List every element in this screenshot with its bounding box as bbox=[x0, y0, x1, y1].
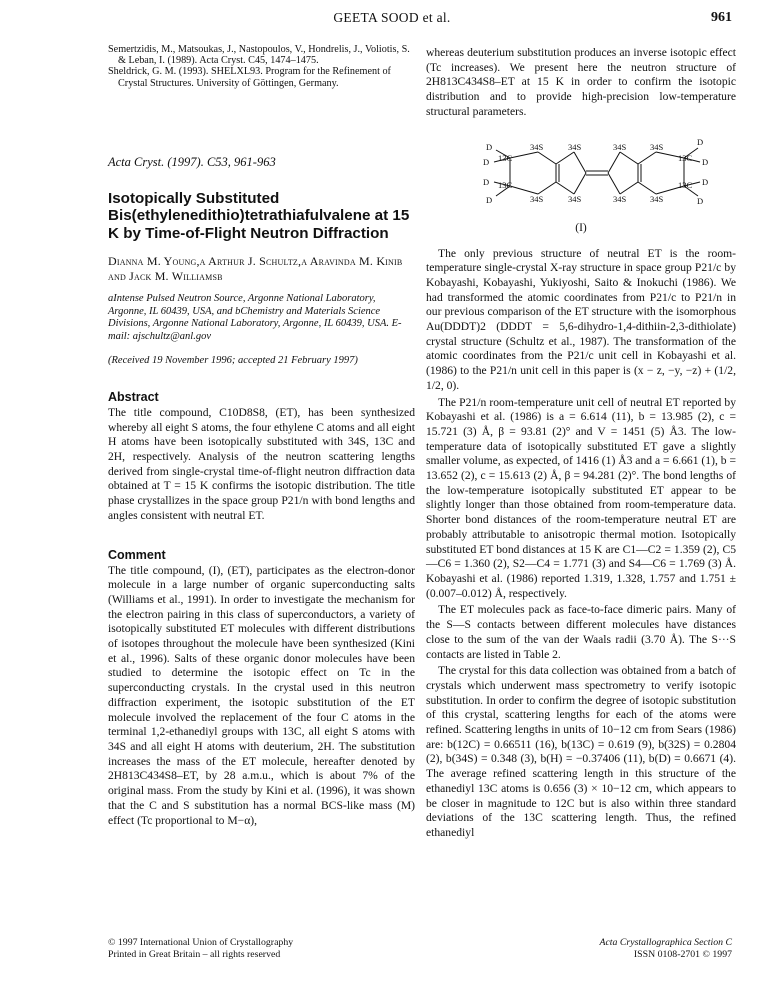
left-column bbox=[108, 44, 415, 828]
copyright-footer bbox=[108, 937, 293, 961]
right-column bbox=[426, 44, 736, 841]
printed-line: Printed in Great Britain – all rights reserved bbox=[108, 949, 281, 960]
page-number: 961 bbox=[711, 10, 732, 25]
atom-label: D bbox=[486, 141, 493, 152]
affiliation: aIntense Pulsed Neutron Source, Argonne National Laboratory, Argonne, IL 60439, USA, and bChemistry and Materials Science Divisions, Argonne National Laboratory, Argonne, IL 60439, USA. E-mail: ajschultz@anl.gov bbox=[108, 293, 402, 342]
running-head: GEETA SOOD et al. bbox=[333, 10, 451, 25]
journal-footer bbox=[599, 937, 732, 961]
atom-label: 13C bbox=[678, 179, 693, 190]
atom-label: 13C bbox=[498, 152, 513, 163]
received-dates: (Received 19 November 1996; accepted 21 February 1997) bbox=[108, 354, 358, 366]
body-paragraph: The ET molecules pack as face-to-face dimeric pairs. Many of the S—S contacts between different molecules have distances close to the sum of the van der Waals radii (3.70 Å). The S···S contacts are listed in Table 2. bbox=[426, 603, 736, 661]
atom-label: D bbox=[697, 136, 704, 147]
atom-label: 34S bbox=[650, 141, 664, 152]
et-molecule-diagram bbox=[426, 130, 736, 222]
atom-label: 13C bbox=[678, 152, 693, 163]
chemical-structure-figure bbox=[426, 130, 736, 245]
abstract-text: The title compound, C10D8S8, (ET), has been synthesized whereby all eight S atoms, the four ethylene C atoms and all eight H atoms have been isotopically substituted with 34S, 13C and 2H, respectively. Analysis of the neutron scattering lengths derived from single-crystal time-of-flight neutron diffraction data obtained at T = 15 K confirms the isotopic distribution. The title phase crystallizes in the space group P21/n with bond lengths and angles consistent with neutral ET. bbox=[108, 405, 415, 522]
atom-label: D bbox=[697, 195, 704, 206]
atom-label: 34S bbox=[613, 193, 627, 204]
comment-heading: Comment bbox=[108, 547, 166, 562]
reference-entry: Semertzidis, M., Matsoukas, J., Nastopoulos, V., Hondrelis, J., Voliotis, S. & Leban, I. (1989). Acta Cryst. C45, 1474–1475. bbox=[108, 44, 410, 67]
atom-label: D bbox=[702, 156, 709, 167]
body-paragraph: The crystal for this data collection was obtained from a batch of crystals which underwent mass spectrometry to verify isotopic substitution. In order to confirm the degree of isotopic substitution of this crystal, scattering lengths for each of the atoms were refined. Scattering lengths in units of 10−12 cm from Sears (1986) are: b(12C) = 0.66511 (16), b(13C) = 0.619 (9), b(32S) = 0.2804 (2), b(34S) = 0.348 (3), b(H) = −0.37406 (11), b(D) = 0.6671 (4). The average refined scattering length in this structure of the ethanediyl 13C atoms is 0.656 (3) × 10−12 cm, which appears to be closer in magnitude to 12C but is also within three standard deviations of the 13C scattering length. Thus, the refined ethanediyl bbox=[426, 664, 736, 839]
atom-label: 34S bbox=[530, 193, 544, 204]
journal-reference: Acta Cryst. (1997). C53, 961-963 bbox=[108, 154, 276, 169]
atom-label: 34S bbox=[568, 141, 582, 152]
article-title: Isotopically Substituted Bis(ethylenedithio)tetrathiafulvalene at 15 K by Time-of-Flight Neutron Diffraction bbox=[108, 189, 410, 242]
copyright-line: © 1997 International Union of Crystallography bbox=[108, 937, 294, 948]
journal-name: Acta Crystallographica Section C bbox=[599, 937, 732, 948]
atom-label: 34S bbox=[650, 193, 664, 204]
body-paragraph: The P21/n room-temperature unit cell of neutral ET reported by Kobayashi et al. (1986) is a = 6.614 (11), b = 13.985 (2), c = 15.721 (3) Å, β = 93.81 (2)° and V = 1451 (5) Å3. The low-temperature data of isotopically substituted ET gave a slightly smaller volume, as expected, of 1416 (1) Å3 and a = 6.661 (1), b = 13.652 (2), c = 15.613 (2) Å, β = 94.281 (2)°. The bond lengths of the low-temperature isotopically substituted ET appear to be slightly longer than those obtained from room-temperature data. Shorter bond distances of the room-temperature neutral ET are probably attributable to anisotropic thermal motion. Isotopically substituted ET bond distances at 15 K are C1—C2 = 1.359 (2), C5—C6 = 1.360 (2), S2—C4 = 1.771 (3) and S4—C6 = 1.769 (3) Å. Kobayashi et al. (1986) reported 1.319, 1.328, 1.757 and 1.751 ± (0.007–0.012) Å, respectively. bbox=[426, 395, 736, 600]
body-paragraph: The only previous structure of neutral ET is the room-temperature single-crystal X-ray structure in space group P21/c by Kobayashi, Kobayashi, Yukiyoshi, Saito & Inokuchi (1986). We had transformed the atomic coordinates from P21/c to P21/n in our previous comparison of the ET structure with the isomorphous Au(DDDT)2 (DDDT = 5,6-dihydro-1,4-dithiin-2,3-dithiolate) crystal structure (Schultz et al., 1987). The transformation of the atomic coordinates from the P21/c unit cell in Kobayashi et al. (1986) to the P21/n unit cell in this paper is (x − z, −y, −z) + (1/2, 1/2, 0). bbox=[426, 246, 736, 392]
author-list: Dianna M. Young,a Arthur J. Schultz,a Aravinda M. Kinib and Jack M. Williamsb bbox=[108, 254, 403, 283]
abstract-heading: Abstract bbox=[108, 389, 159, 404]
atom-label: D bbox=[483, 156, 490, 167]
comment-continuation: whereas deuterium substitution produces an inverse isotopic effect (Tc increases). We present here the neutron structure of 2H813C434S8–ET at 15 K in order to confirm the isotopic distribution and to provide high-precision low-temperature structural parameters. bbox=[426, 46, 736, 118]
atom-label: D bbox=[483, 176, 490, 187]
comment-text: The title compound, (I), (ET), participates as the electron-donor molecule in a large number of organic superconducting salts (Williams et al., 1991). In order to investigate the mechanism for the electron pairing in this class of superconductors, a variety of isotopically substituted ET molecules with different distributions of isotopes throughout the molecule have been synthesized (Kini et al., 1996). Salts of these organic donor molecules have been studied to determine the isotopic effect on Tc in the superconducting crystals. In the crystal used in this neutron diffraction experiment, the isotopic substitution of the ET molecule involved the replacement of the four C atoms in the terminal 1,2-ethanediyl groups with 13C, all eight S atoms with 34S and all eight H atoms with deuterium, 2H. The substitution increases the mass of the ET molecule, hereafter denoted by 2H813C434S8–ET, by 28 a.m.u., which is about 7% of the original mass. From the study by Kini et al. (1996), it was shown that the C and S substitution has a normal BCS-like mass (M) effect (Tc proportional to M−α), bbox=[108, 563, 415, 827]
atom-label: 34S bbox=[613, 141, 627, 152]
atom-label: D bbox=[486, 194, 493, 205]
atom-label: D bbox=[702, 176, 709, 187]
issn-line: ISSN 0108-2701 © 1997 bbox=[633, 949, 732, 960]
atom-label: 13C bbox=[498, 179, 513, 190]
atom-label: 34S bbox=[568, 193, 582, 204]
figure-label: (I) bbox=[575, 221, 587, 234]
reference-entry: Sheldrick, G. M. (1993). SHELXL93. Program for the Refinement of Crystal Structures. University of Göttingen, Germany. bbox=[108, 66, 391, 89]
atom-label: 34S bbox=[530, 141, 544, 152]
